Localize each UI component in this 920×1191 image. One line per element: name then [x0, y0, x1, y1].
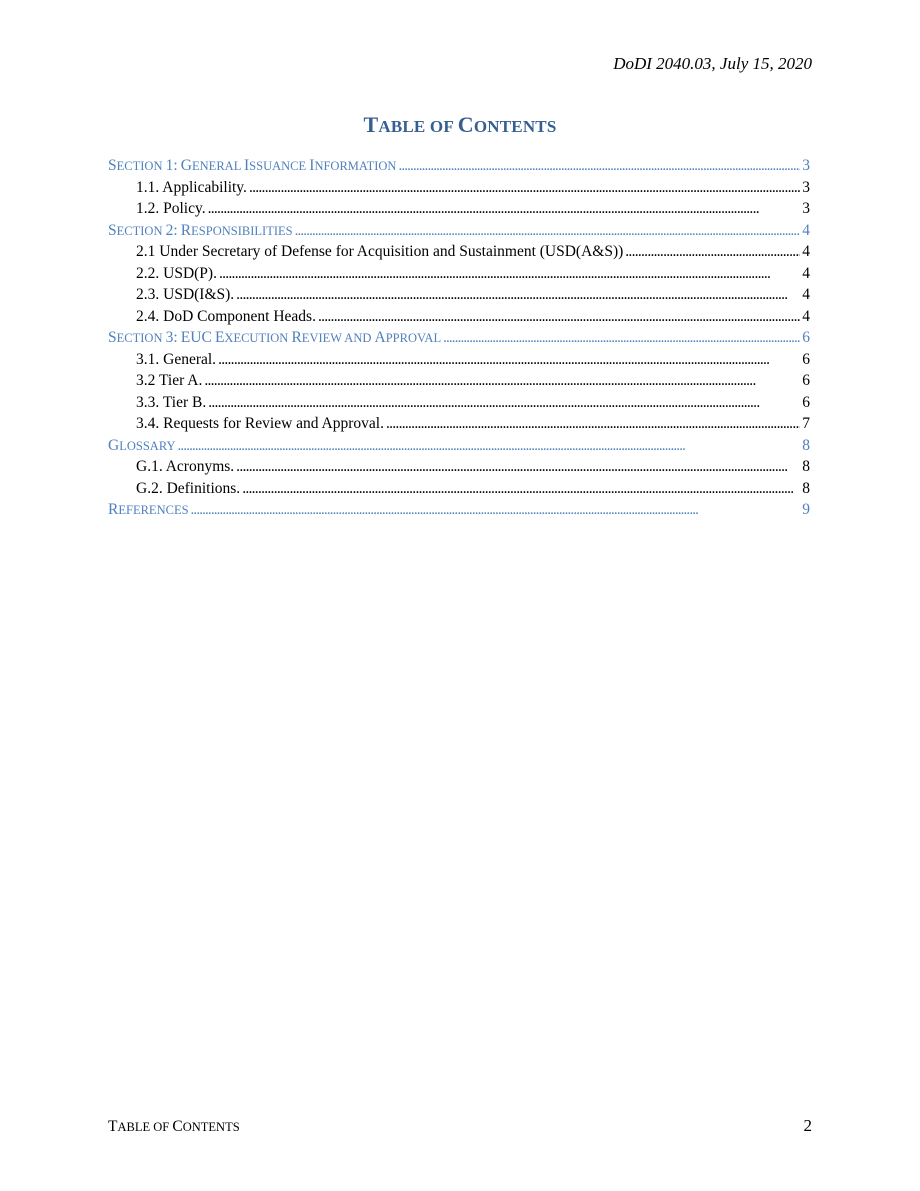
- toc-entry-3-1[interactable]: [108, 351, 810, 373]
- toc-entry-label: 3.3. Tier B.: [136, 393, 207, 411]
- toc-entry-2-2[interactable]: [108, 265, 810, 287]
- toc-entry-3-3[interactable]: [108, 394, 810, 416]
- toc-entry-glossary[interactable]: [108, 437, 810, 459]
- toc-entry-page: 8: [802, 479, 810, 497]
- toc-entry-label: 1.2. Policy.: [136, 200, 206, 217]
- dot-leader: [191, 502, 801, 519]
- footer-page-number: 2: [803, 1116, 812, 1135]
- toc-entry-page: 4: [802, 264, 810, 282]
- toc-entry-2-1[interactable]: [108, 243, 810, 265]
- toc-entry-label: REFERENCES: [108, 501, 189, 518]
- dot-leader: [204, 372, 800, 390]
- toc-entry-page: 3: [802, 200, 810, 217]
- toc-entry-page: 3: [802, 178, 810, 196]
- dot-leader: [398, 158, 800, 175]
- toc-entry-label: 1.1. Applicability.: [136, 178, 247, 196]
- toc-entry-3-2[interactable]: [108, 372, 810, 394]
- toc-entry-1-2[interactable]: [108, 200, 810, 222]
- dot-leader: [178, 438, 801, 455]
- toc-entry-label: 2.2. USD(P).: [136, 264, 217, 282]
- table-of-contents: [108, 157, 810, 523]
- toc-entry-page: 8: [802, 436, 810, 454]
- toc-entry-g-1[interactable]: [108, 458, 810, 480]
- toc-entry-references[interactable]: [108, 501, 810, 523]
- toc-entry-page: 8: [802, 458, 810, 475]
- toc-entry-page: 4: [802, 243, 810, 260]
- toc-entry-g-2[interactable]: [108, 480, 810, 502]
- dot-leader: [208, 394, 800, 412]
- toc-entry-section-2[interactable]: [108, 222, 810, 244]
- toc-entry-page: 4: [802, 307, 810, 325]
- toc-title: TABLE OF CONTENTS: [363, 112, 557, 137]
- dot-leader: [249, 179, 800, 197]
- toc-entry-label: GLOSSARY: [108, 436, 176, 454]
- toc-entry-label: 2.1 Under Secretary of Defense for Acquisition and Sustainment (USD(A&S)): [136, 243, 624, 260]
- toc-entry-2-4[interactable]: [108, 308, 810, 330]
- toc-entry-page: 6: [802, 350, 810, 368]
- toc-entry-label: SECTION 3: EUC EXECUTION REVIEW AND APPROVAL: [108, 329, 442, 346]
- dot-leader: [208, 200, 801, 218]
- toc-entry-page: 7: [802, 415, 810, 432]
- toc-entry-3-4[interactable]: [108, 415, 810, 437]
- dot-leader: [386, 415, 800, 433]
- footer-section-label: TABLE OF CONTENTS: [108, 1118, 240, 1135]
- dot-leader: [219, 265, 800, 283]
- toc-entry-page: 4: [802, 286, 810, 303]
- toc-entry-section-3[interactable]: [108, 329, 810, 351]
- toc-entry-page: 9: [802, 501, 810, 518]
- toc-entry-label: G.2. Definitions.: [136, 479, 241, 497]
- toc-entry-label: 3.1. General.: [136, 350, 217, 368]
- toc-entry-label: SECTION 1: GENERAL ISSUANCE INFORMATION: [108, 157, 397, 174]
- toc-entry-label: 3.4. Requests for Review and Approval.: [136, 415, 384, 432]
- toc-entry-2-3[interactable]: [108, 286, 810, 308]
- toc-entry-label: 2.3. USD(I&S).: [136, 286, 235, 303]
- dot-leader: [236, 458, 800, 476]
- toc-entry-page: 6: [802, 329, 810, 346]
- dot-leader: [242, 480, 800, 498]
- dot-leader: [218, 351, 800, 369]
- dot-leader: [625, 243, 800, 261]
- toc-entry-label: G.1. Acronyms.: [136, 458, 235, 475]
- toc-entry-label: 2.4. DoD Component Heads.: [136, 307, 316, 325]
- toc-entry-1-1[interactable]: [108, 179, 810, 201]
- toc-entry-page: 4: [802, 221, 810, 239]
- dot-leader: [443, 330, 800, 347]
- dot-leader: [236, 286, 800, 304]
- toc-entry-label: SECTION 2: RESPONSIBILITIES: [108, 221, 293, 239]
- dot-leader: [318, 308, 800, 326]
- dot-leader: [295, 223, 801, 240]
- toc-entry-label: 3.2 Tier A.: [136, 372, 203, 389]
- document-reference: DoDI 2040.03, July 15, 2020: [613, 54, 812, 73]
- toc-entry-page: 3: [802, 157, 810, 174]
- toc-entry-page: 6: [802, 393, 810, 411]
- toc-entry-page: 6: [802, 372, 810, 389]
- toc-entry-section-1[interactable]: [108, 157, 810, 179]
